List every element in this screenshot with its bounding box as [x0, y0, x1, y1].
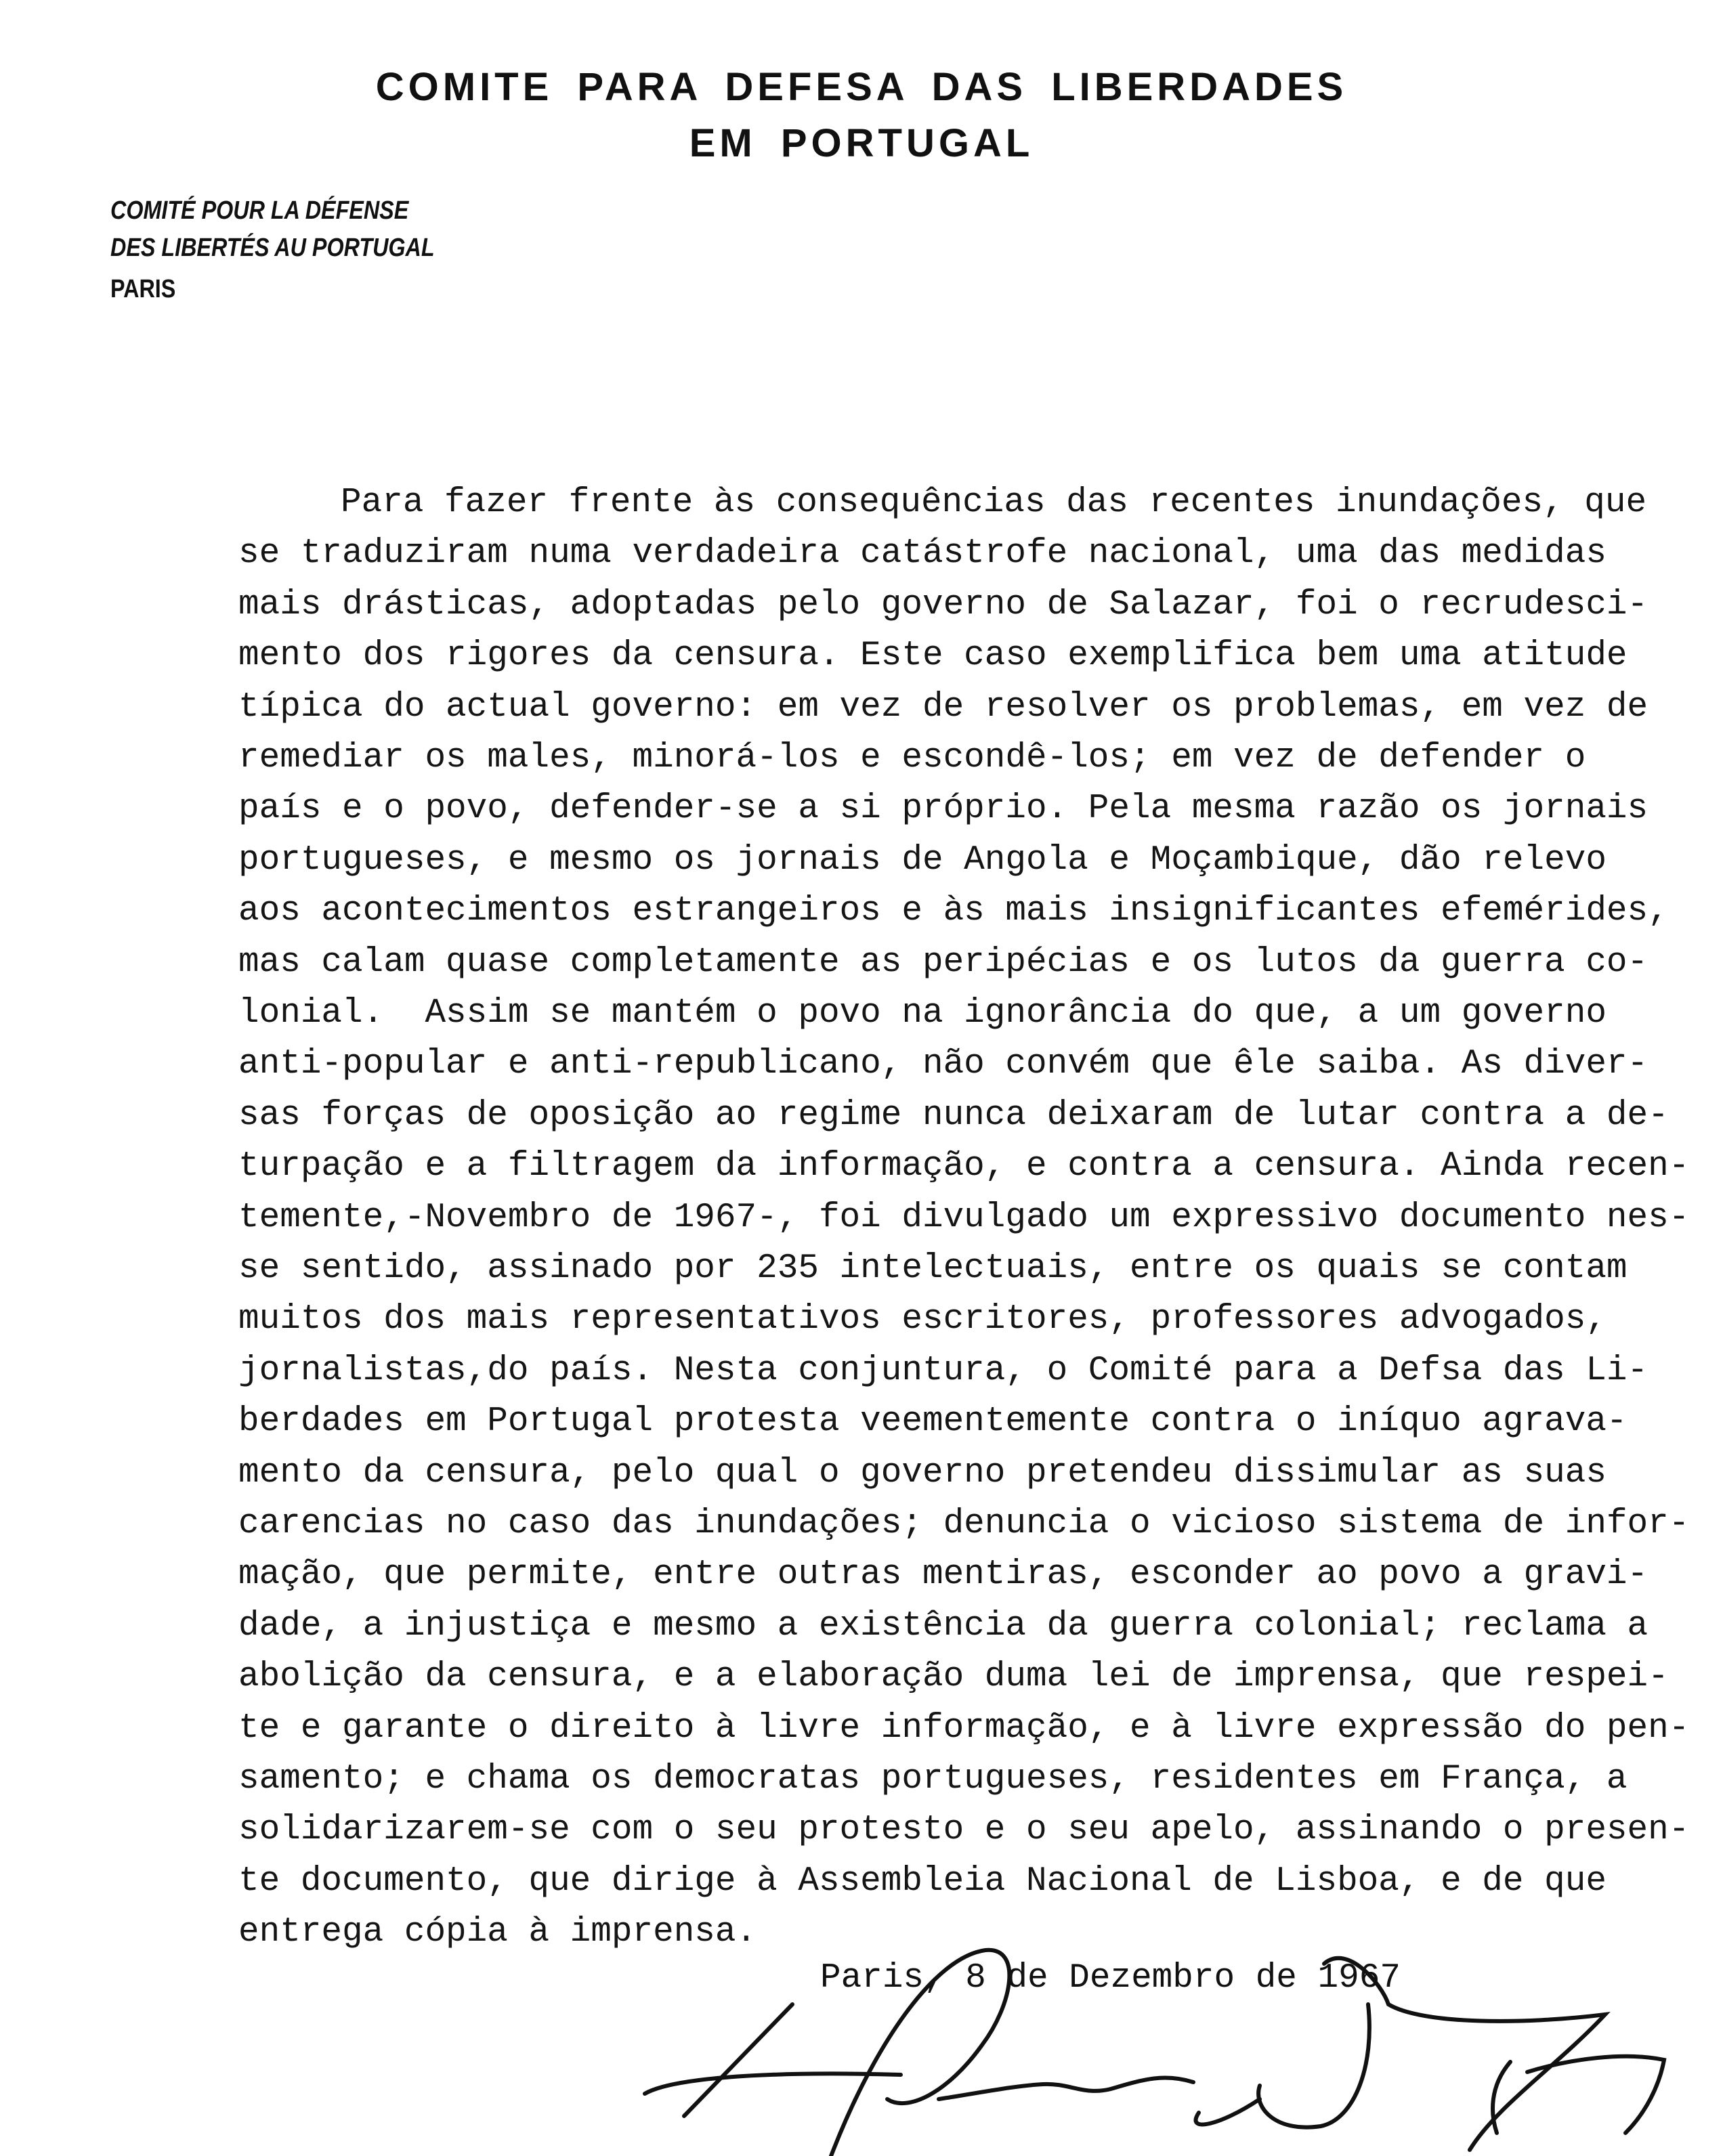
body-text-line: berdades em Portugal protesta veementemente contra o iníquo agrava-	[238, 1402, 1628, 1442]
date-line: Paris, 8 de Dezembro de 1967	[820, 1959, 1401, 1998]
body-text-line: se sentido, assinado por 235 intelectuais, entre os quais se contam	[238, 1249, 1628, 1288]
body-text-line: portugueses, e mesmo os jornais de Angola e Moçambique, dão relevo	[238, 840, 1607, 880]
body-text-line: mação, que permite, entre outras mentiras, esconder ao povo a gravi-	[238, 1555, 1648, 1595]
body-text-line: muitos dos mais representativos escritores, professores advogados,	[238, 1300, 1607, 1339]
signature-paren-stroke	[1493, 2062, 1510, 2133]
body-text-line: Para fazer frente às consequências das recentes inundações, que	[341, 483, 1647, 522]
letterhead-french-line-1: COMITÉ POUR LA DÉFENSE	[110, 196, 409, 225]
letterhead-city: PARIS	[110, 275, 176, 303]
body-text-line: mais drásticas, adoptadas pelo governo de Salazar, foi o recrudesci-	[238, 585, 1648, 624]
body-text-line: entrega cópia à imprensa.	[238, 1913, 757, 1952]
body-text-line: dade, a injustiça e mesmo a existência da guerra colonial; reclama a	[238, 1606, 1648, 1645]
body-text-line: samento; e chama os democratas portugueses, residentes em França, a	[238, 1760, 1628, 1798]
body-text-line: anti-popular e anti-republicano, não convém que êle saiba. As diver-	[238, 1045, 1648, 1084]
body-text-line: abolição da censura, e a elaboração duma lei de imprensa, que respei-	[238, 1658, 1669, 1697]
body-text-line: mas calam quase completamente as peripécias e os lutos da guerra co-	[238, 943, 1648, 982]
body-text-line: aos acontecimentos estrangeiros e às mais insignificantes efemérides,	[238, 892, 1669, 931]
signature-j-down-stroke	[1258, 2004, 1369, 2128]
document-title-line-2: EM PORTUGAL	[689, 121, 1034, 165]
body-text-line: carencias no caso das inundações; denuncia o vicioso sistema de infor-	[238, 1505, 1690, 1543]
body-text-line: te e garante o direito à livre informação, e à livre expressão do pen-	[238, 1708, 1690, 1748]
body-text-line: turpação e a filtragem da informação, e contra a censura. Ainda recen-	[238, 1147, 1690, 1186]
signature-loop-stroke	[831, 1950, 1009, 2156]
document-title-line-1: COMITE PARA DEFESA DAS LIBERDADES	[375, 65, 1348, 109]
signature-seven-stroke	[1527, 2056, 1664, 2133]
body-text-line: país e o povo, defender-se a si próprio. Pela mesma razão os jornais	[238, 790, 1648, 829]
body-text-line: mento dos rigores da censura. Este caso exemplifica bem uma atitude	[238, 637, 1628, 676]
body-text-line: típica do actual governo: em vez de resolver os problemas, em vez de	[238, 687, 1648, 727]
body-text-line: remediar os males, minorá-los e escondê-los; em vez de defender o	[238, 739, 1586, 777]
signature-vertical-stroke	[684, 2004, 792, 2116]
letterhead-french-line-2: DES LIBERTÉS AU PORTUGAL	[110, 234, 435, 262]
body-text-line: temente,-Novembro de 1967-, foi divulgado um expressivo documento nes-	[238, 1198, 1690, 1237]
body-text-line: te documento, que dirige à Assembleia Nacional de Lisboa, e de que	[238, 1861, 1607, 1901]
body-text-line: sas forças de oposição ao regime nunca deixaram de lutar contra a de-	[238, 1096, 1669, 1135]
body-text-line: se traduziram numa verdadeira catástrofe nacional, uma das medidas	[238, 534, 1607, 574]
body-text-line: solidarizarem-se com o seu protesto e o seu apelo, assinando o presen-	[238, 1811, 1690, 1850]
body-text-line: jornalistas,do país. Nesta conjuntura, o Comité para a Defsa das Li-	[238, 1351, 1648, 1390]
signature-c-stroke	[1196, 2099, 1260, 2124]
body-text-line: lonial. Assim se mantém o povo na ignorância do que, a um governo	[238, 994, 1607, 1033]
signature-wave-stroke	[939, 2077, 1193, 2099]
body-text-line: mento da censura, pelo qual o governo pretendeu dissimular as suas	[238, 1453, 1607, 1492]
